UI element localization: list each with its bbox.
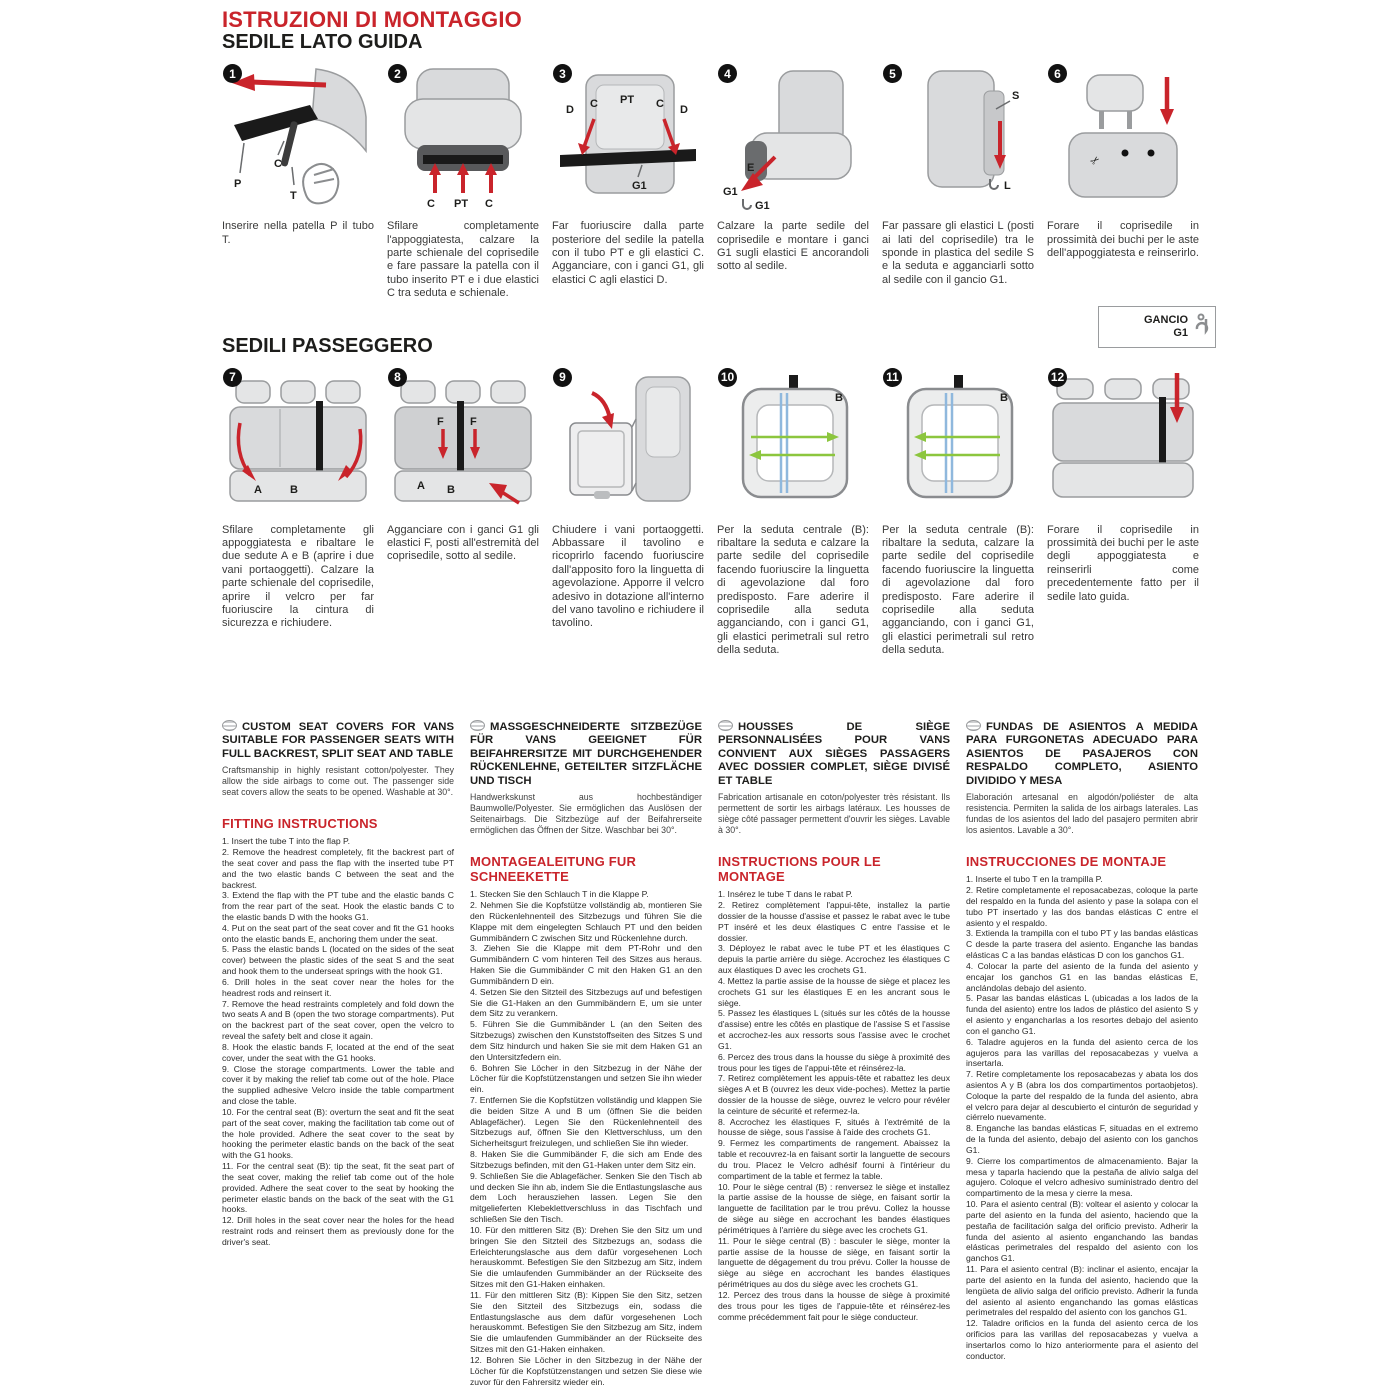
step-caption: Sfilare completamente gli appoggiatesta e ribaltare le due sedute A e B (aprire i due vani portaoggetti). Calzare la parte schienale del coprisedile, aprire il velcro per far fuoriuscire la cintura di sicurezza e richiudere. [222,523,374,630]
step-panel-10 [717,367,869,517]
step-number-badge: 8 [388,368,407,387]
step-number-badge: 9 [553,368,572,387]
product-heading-text: MASSGESCHNEIDERTE SITZBEZÜGE FÜR VANS GEEIGNET FÜR BEIFAHRERSITZE MIT DURCHGEHENDER RÜCKENLEHNE, GETEILTER SITZFLÄCHE UND TISCH [470,720,702,787]
step-11-illustration [882,367,1034,517]
instruction-step: 6. Drill holes in the seat cover near the holes for the headrest rods and reinsert it. [222,976,454,998]
step-number-badge: 4 [718,64,737,83]
headrest-shape [281,381,315,403]
label-S: S [1012,90,1020,103]
step-3-illustration [552,63,704,213]
instruction-step: 3. Ziehen Sie die Klappe mit dem PT-Rohr und den Gummibändern C vom hinteren Teil des Sitzes aus heraus. Haken Sie die Gummibänder C mit den Haken G1 an den Gummibändern D ein. [470,943,702,986]
driver-caption-row [222,220,1216,300]
instruction-step: 4. Colocar la parte del asiento de la funda del asiento y encajar los ganchos G1 en las bandas elásticas E, anclándolas debajo del asiento. [966,960,1198,993]
hook-legend-text [1144,314,1188,339]
flap-shape [423,155,503,164]
step-number-badge: 11 [883,368,902,387]
step-caption: Far passare gli elastici L (posti ai lati del coprisedile) tra le sponde in plastica del sedile S e la seduta e agganciarli sotto al sedile con il gancio G1. [882,220,1034,286]
step-6-illustration [1047,63,1199,213]
instruction-step: 8. Haken Sie die Gummibänder F, die sich am Ende des Sitzbezugs befinden, mit den G1-Haken unter dem Sitz ein. [470,1149,702,1170]
instructions-heading: INSTRUCCIONES DE MONTAJE [966,854,1167,870]
label-B: B [835,391,843,404]
product-heading [222,720,454,762]
instruction-step: 6. Taladre agujeros en la funda del asiento cerca de los agujeros para las varillas del reposacabezas y vuelva a insertarla. [966,1036,1198,1069]
rod-hole [1148,150,1155,157]
label-D: D [680,104,688,117]
step-panel-3 [552,63,704,213]
step-number-badge: 2 [388,64,407,83]
instruction-step: 12. Bohren Sie Löcher in den Sitzbezug in der Nähe der Löcher für die Kopfstützenstangen und setzen Sie diese wie zuvor für den Fahrersitz wieder ein. [470,1354,702,1387]
step-panel-11 [882,367,1034,517]
instruction-step: 2. Retirez complètement l'appui-tête, installez la partie dossier de la housse d'assise et passez le rabat avec le tube PT inséré et les deux élastiques C entre l'assise et le dossier. [718,900,950,943]
belt-strap [457,401,464,473]
headrest-shape [236,381,270,403]
instruction-step: 5. Führen Sie die Gummibänder L (an den Seiten des Sitzbezugs) zwischen den Kunststoffseiten des Sitzes S und dem Sitz hindurch und haken Sie sie mit dem Haken G1 an den Untersitzfedern ein. [470,1019,702,1062]
label-PT: PT [620,94,635,107]
label-C: C [590,98,598,111]
instructions-list [966,874,1198,1361]
step-panel-4 [717,63,869,213]
instructions-heading: MONTAGEALEITUNG FUR SCHNEEKETTE [470,854,637,885]
instruction-step: 3. Extend the flap with the PT tube and the elastic bands C from the rear part of the seat. Hook the elastic bands C to the elastic bands D with the hooks G1. [222,890,454,922]
step-number-badge: 1 [223,64,242,83]
instructions-list [470,889,702,1387]
label-F: F [470,415,477,428]
label-F: F [437,415,444,428]
language-columns [222,720,1216,1388]
product-heading-text: CUSTOM SEAT COVERS FOR VANS SUITABLE FOR PASSENGER SEATS WITH FULL BACKREST, SPLIT SEAT AND TABLE [222,720,454,760]
product-intro: Fabrication artisanale en coton/polyester très résistant. Ils permettent de sortir les airbags latéraux. Les housses de siège côté passager permettent d'ouvrir les sièges. Lavable à 30°. [718,792,950,836]
hook-icon [743,199,751,209]
instructions-list [222,836,454,1247]
step-panel-12 [1047,367,1199,517]
instruction-step: 6. Percez des trous dans la housse du siège à proximité des trous pour les tiges de l'appui-tête et réinsérez-la. [718,1051,950,1073]
instruction-step: 10. Für den mittleren Sitz (B): Drehen Sie den Sitz um und bringen Sie den Sitzteil des Sitzbezugs an, sodass die Erleichterungslasche aus dem dafür vorgesehenen Loch herauskommt. Befestigen Sie den Sitzbezug am Sitz, indem Sie die umlaufenden Gummibänder an der Rückseite des Sitzes mit den G1-Haken einhaken. [470,1224,702,1290]
instruction-step: 10. Pour le siège central (B) : renversez le siège et installez la partie assise de la housse de siège, en faisant sortir la languette de facilitation par le trou prévu. Collez la housse de siège au siège en accrochant les bandes élastiques périmétriques à l'arrière du siège avec les crochets G1. [718,1181,950,1235]
hook-legend-code: G1 [1173,327,1188,339]
instruction-step: 9. Close the storage compartments. Lower the table and cover it by making the relief tab come out of the hole. Place the supplied adhesive Velcro inside the table compartment and close the table. [222,1063,454,1107]
instruction-step: 9. Schließen Sie die Ablagefächer. Senken Sie den Tisch ab und decken Sie ihn ab, indem Sie die Entlastungslasche aus dem Loch herausziehen lassen. Legen Sie den mitgelieferten Klebeklettverschluss in das Tischfach und schließen Sie den Tisch. [470,1170,702,1225]
label-L: L [1004,180,1011,193]
label-P: P [234,178,242,191]
red-arrow [1160,109,1174,125]
label-G1: G1 [723,186,738,199]
instructions-list [718,889,950,1322]
relief-tab [594,491,610,499]
passenger-seats-section-title: SEDILI PASSEGGERO [222,334,433,357]
label-C: C [485,198,493,211]
passenger-caption-row [222,524,1216,658]
product-heading-text: HOUSSES DE SIÈGE PERSONNALISÉES POUR VANS CONVIENT AUX SIÈGES PASSAGERS AVEC DOSSIER COMPLET, SIÈGE DIVISÉ ET TABLE [718,720,950,787]
step-5-illustration [882,63,1034,213]
instruction-step: 12. Percez des trous dans la housse de siège à proximité des trous pour les tiges de l'appuie-tête et réinsérez-les comme précédemment fait pour le siège conducteur. [718,1289,950,1322]
product-heading-text: FUNDAS DE ASIENTOS A MEDIDA PARA FURGONETAS ADECUADO PARA ASIENTOS DE PASAJEROS CON RESPALDO COMPLETO, ASIENTO DIVIDIDO Y MESA [966,720,1198,787]
step-caption: Per la seduta centrale (B): ribaltare la seduta, calzare la parte sedile del coprisedile facendo fuoriuscire la linguetta di agevolazione dal foro predisposto. Fare aderire il coprisedile alla seduta agganciando, con i ganci G1, gli elastici perimetrali sul retro della seduta. [882,523,1034,657]
scissors-icon: ✂ [1087,152,1104,169]
product-heading [470,720,702,789]
step-2-illustration [387,63,539,213]
label-C: C [427,198,435,211]
instruction-step: 1. Insert the tube T into the flap P. [222,836,351,847]
hook-legend-label: GANCIO [1144,314,1188,327]
step-panel-2 [387,63,539,213]
instruction-step: 5. Passez les élastiques L (situés sur les côtés de la housse d'assise) entre les côtés en plastique de l'assise S et l'assise et accrochez-les aux ressorts sous l'assise avec le crochet G1. [718,1008,950,1051]
headrest-shape [401,381,435,403]
headrest-shape [446,381,480,403]
step-number-badge: 10 [718,368,737,387]
headrest-shape [1105,379,1141,399]
step-number-badge: 3 [553,64,572,83]
step-number-badge: 7 [223,368,242,387]
step-panel-9 [552,367,704,517]
instruction-step: 10. Para el asiento central (B): voltear el asiento y colocar la parte del asiento en la funda del asiento, haciendo que la pestaña de facilitación salga del orificio previsto. Adherir la funda del asiento al asiento enganchando las bandas elásticas perimetrales del respaldo del asiento con los ganchos G1. [966,1199,1198,1264]
instruction-step: 11. Para el asiento central (B): inclinar el asiento, encajar la parte del asiento en la funda del asiento, haciendo que la lengüeta de alivio salga del orificio previsto. Adherir la funda del asiento al asiento enganchando las gomas elásticas perimetrales del respaldo del asiento con los ganchos G1. [966,1264,1198,1318]
flag-spanish-icon [966,720,981,731]
step-caption: Sfilare completamente l'appoggiatesta, calzare la parte schienale del coprisedile e fare passare la patella con il tubo inserito PT e i due elastici C tra seduta e schienale. [387,220,539,300]
instruction-step: 10. For the central seat (B): overturn the seat and fit the seat part of the seat cover, making the facilitation tab come out of the hole provided. Adhere the seat cover to the seat by hooking the perimeter elastic bands on the back of the seat with the G1 hooks. [222,1106,454,1161]
instruction-step: 2. Nehmen Sie die Kopfstütze vollständig ab, montieren Sie den Rückenlehnenteil des Sitzbezugs und führen Sie die Klappe mit dem eingelegten Schlauch PT und den beiden Gummibändern C zwischen Sitz und Rückenlehne durch. [470,900,702,943]
instruction-step: 2. Retire completamente el reposacabezas, coloque la parte del respaldo en la funda del asiento y pase la solapa con el tubo PT insertado y las dos bandas elásticas C entre el asiento y el respaldo. [966,885,1198,928]
instruction-step: 7. Retirez complètement les appuis-tête et rabattez les deux sièges A et B (ouvrez les deux vide-poches). Mettez la partie dossier de la housse de siège, ouvrez le velcro pour révéler la ceinture de sécurité et refermez-la. [718,1073,950,1116]
product-intro: Handwerkskunst aus hochbeständiger Baumwolle/Polyester. Sie ermöglichen das Auslösen der Seitenairbags. Die Sitzbezüge auf der Beifahrerseite ermöglichen das Öffnen der Sitze. Waschbar bei 30°. [470,792,702,836]
headrest-shape [1087,75,1143,111]
flap-shape [234,105,318,141]
instruction-step: 4. Put on the seat part of the seat cover and fit the G1 hooks onto the elastic bands E, anchoring them under the seat. [222,922,454,944]
instruction-step: 12. Drill holes in the seat cover near the holes for the head restraint rods and reinsert them as previously done for the driver's seat. [222,1215,454,1247]
step-caption: Forare il coprisedile in prossimità dei buchi per le aste dell'appoggiatesta e reinserirlo. [1047,220,1199,259]
step-caption: Far fuoriuscire dalla parte posteriore del sedile la patella con il tubo PT e gli elastici C. Agganciare, con i ganci G1, gli elastici C agli elastici D. [552,220,704,286]
table-shape [570,423,632,495]
product-intro: Craftsmanship in highly resistant cotton/polyester. They allow the side airbags to come out. The passenger side seat covers allow the seats to be opened. Washable at 30°. [222,765,454,798]
instruction-step: 2. Remove the headrest completely, fit the backrest part of the seat cover and pass the flap with the inserted tube PT and the two elastic bands C between the seat and the backrest. [222,847,454,890]
step-caption: Chiudere i vani portaoggetti. Abbassare il tavolino e ricoprirlo facendo fuoriuscire dall'apposito foro la linguetta di agevolazione. Apporre il velcro adesivo in dotazione all'interno del vano tavolino e richiudere il tavolino. [552,523,704,630]
flag-english-icon [222,720,237,731]
label-A: A [254,483,262,496]
instructions-heading: INSTRUCTIONS POUR LE MONTAGE [718,854,881,885]
label-B: B [447,483,455,496]
label-E: E [747,162,755,175]
product-heading [718,720,950,789]
headrest-shape [491,381,525,403]
instruction-step: 4. Mettez la partie assise de la housse de siège et placez les crochets G1 sur les élastiques E en les ancrant sous le siège. [718,975,950,1008]
instruction-step: 8. Accrochez les élastiques F, situés à l'extrémité de la housse de siège, sous l'assise à l'aide des crochets G1. [718,1116,950,1138]
step-9-illustration [552,367,704,517]
label-C: C [274,158,282,171]
step-caption: Forare il coprisedile in prossimità dei buchi per le aste degli appoggiatesta e reinserirli come precedentemente fatto per il sedile lato guida. [1047,523,1199,603]
label-G1: G1 [632,180,647,193]
headrest-shape [326,381,360,403]
driver-panel-row [222,63,1216,213]
instruction-step: 9. Fermez les compartiments de rangement. Abaissez la table et recouvrez-la en faisant sortir la languette de secours du trou. Placez le Velcro adhésif fourni à l'intérieur du compartiment de la table et fermez la table. [718,1138,950,1181]
step-12-illustration [1047,367,1199,517]
label-G1: G1 [755,200,770,213]
driver-seat-section-title: SEDILE LATO GUIDA [222,31,423,54]
step-7-illustration [222,367,374,517]
label-A: A [417,479,425,492]
step-panel-6 [1047,63,1199,213]
step-1-illustration [222,63,374,213]
step-number-badge: 5 [883,64,902,83]
step-number-badge: 12 [1048,368,1067,387]
step-caption: Inserire nella patella P il tubo T. [222,220,374,246]
language-column-french [718,720,950,1388]
instruction-step: 5. Pasar las bandas elásticas L (ubicadas a los lados de la funda del asiento) entre los lados de plástico del asiento S y el asiento y engancharlas a los resortes debajo del asiento con el gancho G1. [966,993,1198,1036]
rod-hole [1122,150,1129,157]
label-T: T [290,190,297,203]
label-B: B [1000,391,1008,404]
instruction-step: 8. Hook the elastic bands F, located at the end of the seat cover, under the seat with the G1 hooks. [222,1041,454,1063]
step-4-illustration [717,63,869,213]
belt-strap [1159,397,1166,469]
step-caption: Agganciare con i ganci G1 gli elastici F, posti all'estremità del coprisedile, sotto al sedile. [387,523,539,563]
language-column-english [222,720,454,1388]
step-panel-5 [882,63,1034,213]
instruction-step: 7. Retire completamente los reposacabezas y abata los dos asientos A y B (abra los dos compartimentos portaobjetos). Coloque la parte del respaldo de la funda del asiento, abra el velcro para dejar al descubierto el cinturón de seguridad y ciérrelo nuevamente. [966,1069,1198,1123]
page-title: ISTRUZIONI DI MONTAGGIO [222,7,522,32]
language-column-spanish [966,720,1198,1388]
sheet-content [222,8,1216,1387]
step-panel-1 [222,63,374,213]
step-panel-7 [222,367,374,517]
instruction-step: 7. Entfernen Sie die Kopfstützen vollständig und klappen Sie die beiden Sitze A und B um (öffnen Sie die beiden Ablagefächer). Legen Sie den Rückenlehnenteil des Sitzbezugs auf, öffnen Sie den Klettverschluss, um den Sicherheitsgurt freizulegen, und schließen Sie ihn wieder. [470,1095,702,1149]
instruction-step: 1. Inserte el tubo T en la trampilla P. [966,874,1103,885]
instruction-step: 3. Déployez le rabat avec le tube PT et les élastiques C depuis la partie arrière du siège. Accrochez les élastiques C aux élastiques D avec les crochets G1. [718,943,950,976]
step-caption: Calzare la parte sedile del coprisedile e montare i ganci G1 sugli elastici E ancorandoli sotto al sedile. [717,220,869,273]
flag-german-icon [470,720,485,731]
instruction-step: 8. Enganche las bandas elásticas F, situadas en el extremo de la funda del asiento, debajo del asiento con los ganchos G1. [966,1123,1198,1155]
step-caption: Per la seduta centrale (B): ribaltare la seduta e calzare la parte sedile del coprisedile facendo fuoriuscire la linguetta di agevolazione dal foro predisposto. Fare aderire il coprisedile alla seduta agganciando, con i ganci G1, gli elastici perimetrali sul retro della seduta. [717,523,869,657]
instruction-step: 9. Cierre los compartimentos de almacenamiento. Bajar la mesa y taparla haciendo que la pestaña de alivio salga del agujero. Coloque el velcro adhesivo suministrado dentro del compartimento de la mesa y cierre la mesa. [966,1155,1198,1199]
step-10-illustration [717,367,869,517]
belt-strap [316,401,323,473]
instruction-step: 1. Stecken Sie den Schlauch T in die Klappe P. [470,889,649,900]
step-8-illustration [387,367,539,517]
language-column-german [470,720,702,1388]
product-heading [966,720,1198,789]
label-D: D [566,104,574,117]
step-number-badge: 6 [1048,64,1067,83]
instruction-step: 4. Setzen Sie den Sitzteil des Sitzbezugs auf und befestigen Sie die G1-Haken an den Gummibändern E, um sie unter dem Sitz zu verankern. [470,986,702,1019]
flag-french-icon [718,720,733,731]
hook-legend [1098,306,1216,348]
instructions-heading: FITTING INSTRUCTIONS [222,816,378,832]
label-B: B [290,483,298,496]
instruction-step: 11. Für den mittleren Sitz (B): Kippen Sie den Sitz, setzen Sie den Sitzteil des Sitzbezugs ein, sodass die Entlastungslasche aus dem dafür vorgesehenen Loch herauskommt. Befestigen Sie den Sitzbezug am Sitz, indem Sie die umlaufenden Gummibänder an der Rückseite des Sitzes mit den G1-Haken einhaken. [470,1289,702,1355]
instruction-step: 5. Pass the elastic bands L (located on the sides of the seat cover) between the plastic sides of the seat S and the seat and hook them to the underseat springs with the hook G1. [222,944,454,977]
hook-icon [1193,313,1209,341]
headrest-shape [1153,379,1189,399]
instruction-step: 1. Insérez le tube T dans le rabat P. [718,889,853,900]
label-C: C [656,98,664,111]
instruction-step: 7. Remove the head restraints completely and fold down the two seats A and B (open the two storage compartments). Put on the backrest part of the seat cover, open the velcro to reveal the safety belt and close it again. [222,998,454,1042]
instruction-step: 6. Bohren Sie Löcher in den Sitzbezug in der Nähe der Löcher für die Kopfstützenstangen und setzen Sie ihn wieder ein. [470,1062,702,1095]
instruction-step: 11. For the central seat (B): tip the seat, fit the seat part of the seat cover, making the relief tab come out of the hole provided. Adhere the seat cover to the seat by hooking the perimeter elastic bands on the back of the seat with the G1 hooks. [222,1161,454,1215]
passenger-panel-row [222,367,1216,517]
product-intro: Elaboración artesanal en algodón/poliéster de alta resistencia. Permiten la salida de los airbags laterales. Las fundas de los asientos del lado del pasajero permiten abrir los asientos. Lavable a 30°. [966,792,1198,836]
instruction-step: 3. Extienda la trampilla con el tubo PT y las bandas elásticas C desde la parte trasera del asiento. Enganche las bandas elásticas C a las bandas elásticas D con los ganchos G1. [966,928,1198,961]
label-PT: PT [454,198,469,211]
step-panel-8 [387,367,539,517]
instruction-step: 12. Taladre orificios en la funda del asiento cerca de los orificios para las varillas del reposacabezas y vuelva a insertarlos como lo hizo anteriormente para el asiento del conductor. [966,1318,1198,1361]
instruction-step: 11. Pour le siège central (B) : basculer le siège, monter la partie assise de la housse de siège, en faisant sortir la languette de dégagement du trou prévu. Coller la housse de siège au siège en accrochant les bandes élastiques périmétriques au dos du siège avec les crochets G1. [718,1235,950,1290]
